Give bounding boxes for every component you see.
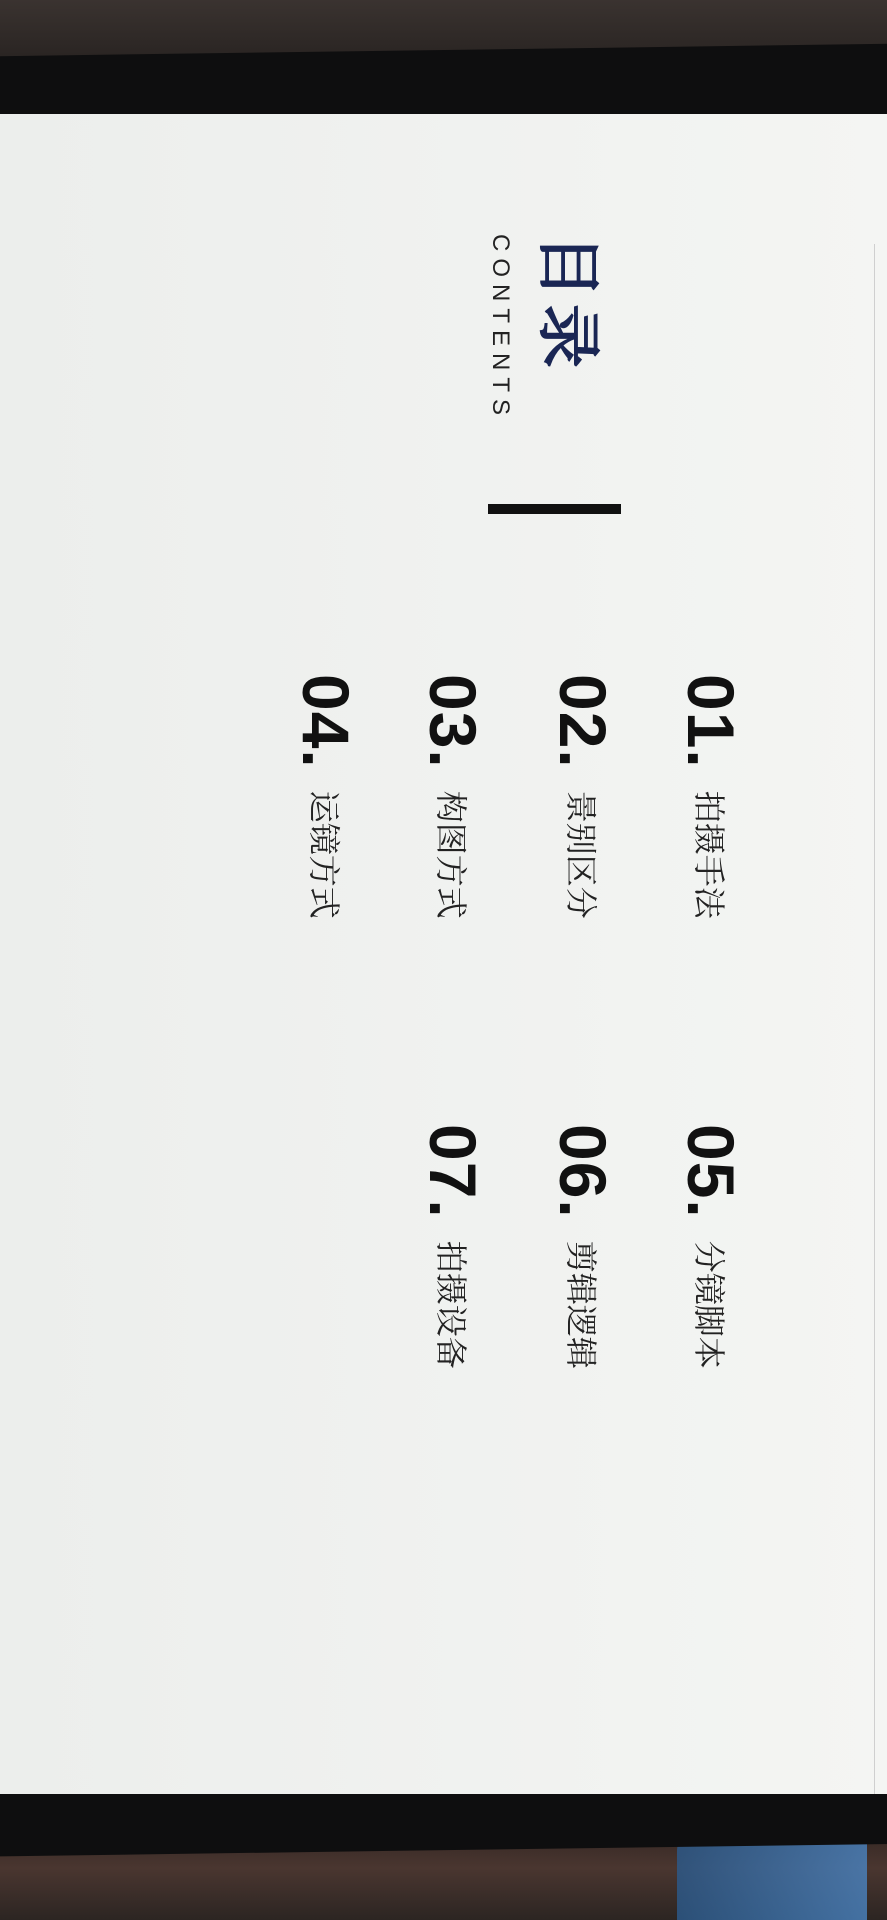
- toc-item-label: 构图方式: [432, 790, 470, 919]
- toc-item-number: 05.: [674, 1124, 748, 1219]
- toc-item-label: 景别区分: [562, 790, 600, 919]
- toc-item-label: 拍摄手法: [690, 790, 728, 919]
- toc-item-label: 拍摄设备: [432, 1240, 470, 1369]
- toc-item-label: 运镜方式: [305, 790, 343, 919]
- toc-item-1[interactable]: [673, 674, 749, 919]
- toc-item-4[interactable]: [288, 674, 364, 919]
- toc-item-6[interactable]: [545, 1124, 621, 1369]
- toc-item-number: 02.: [546, 674, 620, 769]
- toc-item-7[interactable]: [415, 1124, 491, 1369]
- toc-item-number: 04.: [289, 674, 363, 769]
- title-divider: [488, 504, 621, 514]
- page-title: 目录: [530, 234, 604, 374]
- toc-item-number: 06.: [546, 1124, 620, 1219]
- toc-item-5[interactable]: [673, 1124, 749, 1369]
- toc-item-number: 07.: [416, 1124, 490, 1219]
- toc-item-3[interactable]: [415, 674, 491, 919]
- toc-item-label: 分镜脚本: [690, 1240, 728, 1369]
- top-rule: [874, 244, 875, 1794]
- presentation-slide: [0, 114, 887, 1794]
- page-subtitle: CONTENTS: [487, 234, 514, 422]
- toc-item-number: 01.: [674, 674, 748, 769]
- toc-item-2[interactable]: [545, 674, 621, 919]
- toc-item-number: 03.: [416, 674, 490, 769]
- toc-item-label: 剪辑逻辑: [562, 1240, 600, 1369]
